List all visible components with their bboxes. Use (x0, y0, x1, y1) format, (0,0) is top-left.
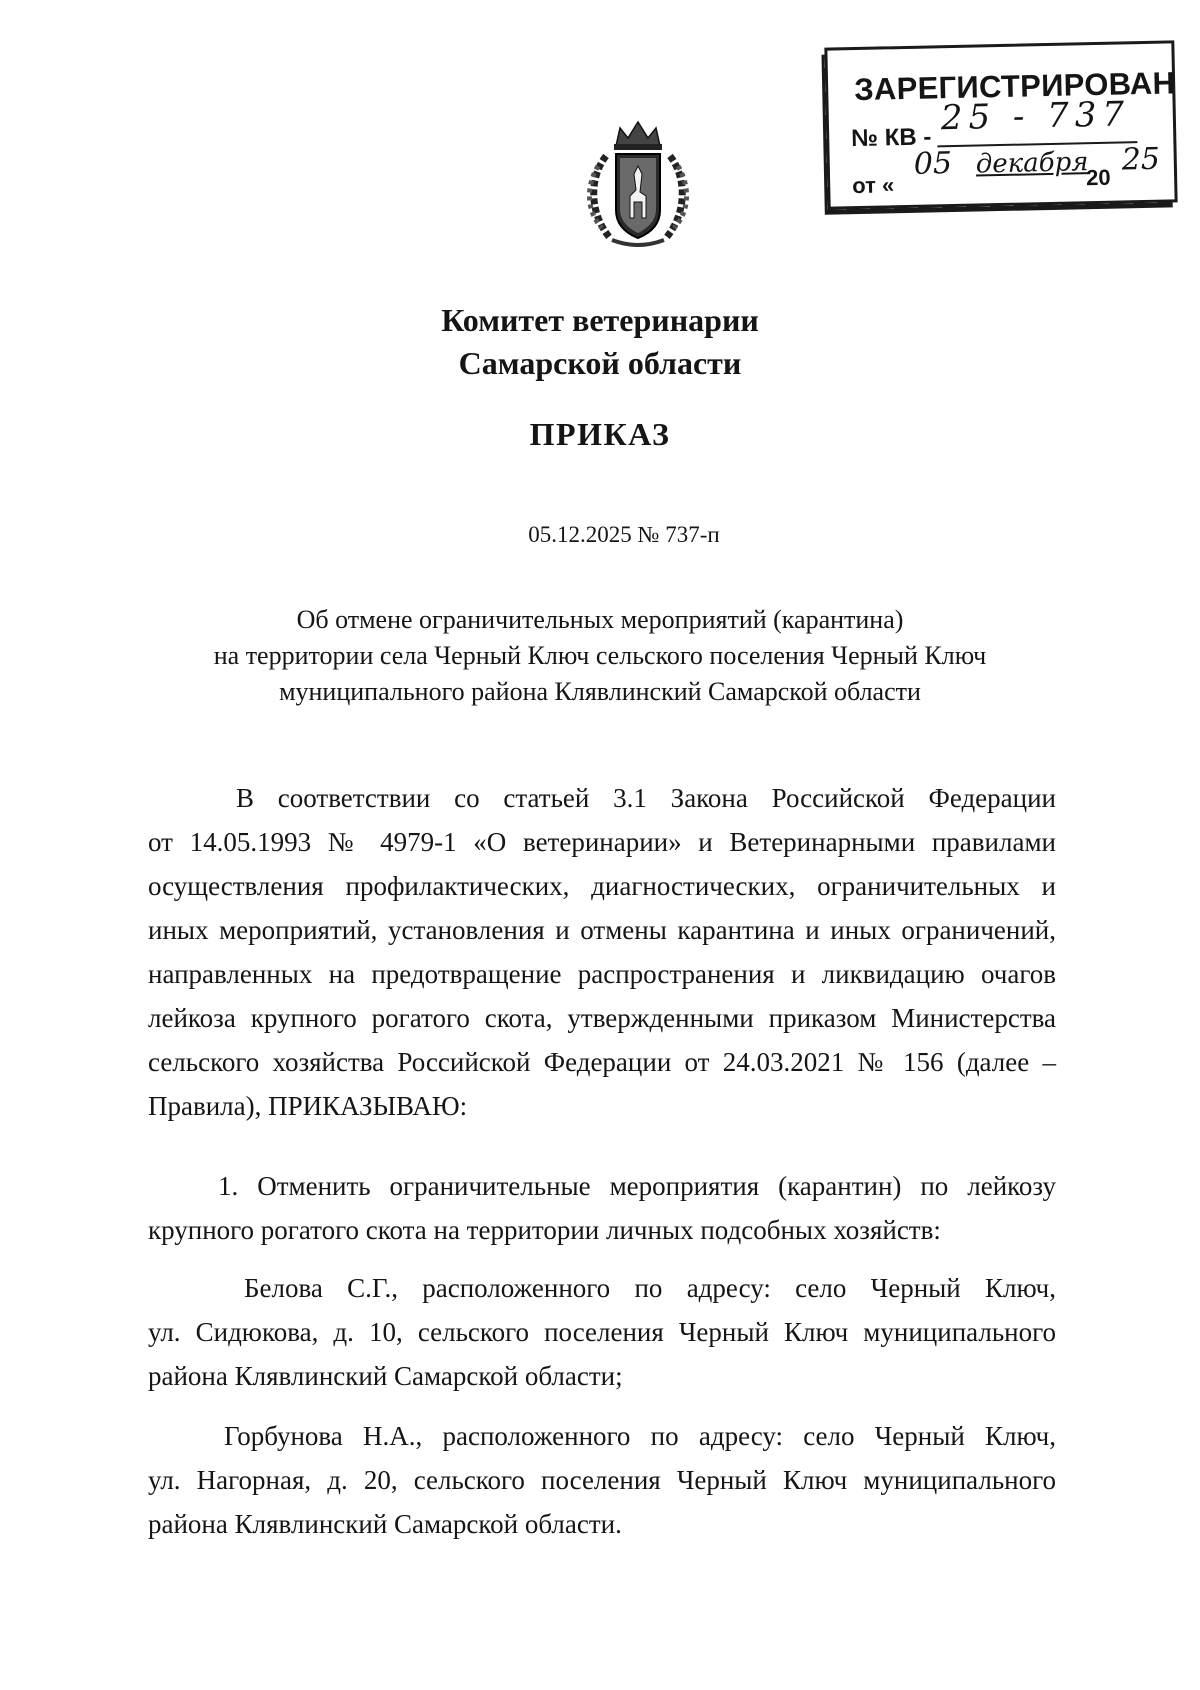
paragraph-line: Белова С.Г., расположенного по адресу: село Черный Ключ, (244, 1273, 1056, 1303)
paragraph-line: крупного рогатого скота на территории личных подсобных хозяйств: (148, 1215, 941, 1245)
subject-line: муниципального района Клявлинский Самарской области (279, 677, 921, 706)
paragraph-line: В соответствии со статьей 3.1 Закона Российской Федерации (236, 783, 1056, 813)
paragraph-line: лейкоза крупного рогатого скота, утвержденными приказом Министерства (148, 1003, 1056, 1033)
stamp-date-day: 05 (913, 146, 953, 182)
subject-line: на территории села Черный Ключ сельского поселения Черный Ключ (213, 641, 987, 670)
paragraph-line: осуществления профилактических, диагностических, ограничительных и (148, 871, 1056, 901)
subject-line: Об отмене ограничительных мероприятий (карантина) (296, 605, 904, 634)
stamp-date-prefix: от « (851, 172, 895, 199)
stamp-number-underline (937, 141, 1137, 147)
farm-entry-gorbunov (148, 1414, 1056, 1546)
stamp-date-year-handwritten: 25 (1121, 141, 1161, 178)
paragraph-line: ул. Нагорная, д. 20, сельского поселения Черный Ключ муниципального (148, 1465, 1056, 1495)
paragraph-line: района Клявлинский Самарской области; (148, 1361, 623, 1391)
paragraph-line: направленных на предотвращение распространения и ликвидацию очагов (148, 959, 1056, 989)
paragraph-line: района Клявлинский Самарской области. (148, 1509, 622, 1539)
organization-name-line-2: Самарской области (458, 345, 742, 381)
stamp-title: ЗАРЕГИСТРИРОВАН (853, 65, 1176, 108)
document-type-title: ПРИКАЗ (529, 416, 671, 452)
paragraph-line: Горбунова Н.А., расположенного по адресу: село Черный Ключ, (224, 1421, 1056, 1451)
paragraph-line: 1. Отменить ограничительные мероприятия (карантин) по лейкозу (218, 1171, 1056, 1201)
paragraph-line: ул. Сидюкова, д. 10, сельского поселения Черный Ключ муниципального (148, 1317, 1056, 1347)
farm-entry-belov (148, 1266, 1056, 1398)
order-item-1 (148, 1164, 1056, 1252)
organization-name-line-1: Комитет ветеринарии (441, 302, 759, 338)
registration-stamp (824, 40, 1177, 209)
preamble-paragraph (148, 776, 1056, 1128)
stamp-date-month: декабря (975, 147, 1089, 180)
paragraph-line: сельского хозяйства Российской Федерации от 24.03.2021 № 156 (далее – (148, 1047, 1056, 1077)
paragraph-line: Правила), ПРИКАЗЫВАЮ: (148, 1091, 468, 1121)
document-subject (120, 602, 1080, 710)
stamp-number-handwritten: 25 - 737 (940, 94, 1131, 139)
stamp-date-year-prefix: 20 (1085, 164, 1111, 191)
document-date-number: 05.12.2025 № 737-п (528, 522, 720, 547)
paragraph-line: от 14.05.1993 № 4979-1 «О ветеринарии» и Ветеринарными правилами (148, 827, 1056, 857)
paragraph-line: иных мероприятий, установления и отмены карантина и иных ограничений, (148, 915, 1056, 945)
stamp-number-label: № КВ - (850, 123, 932, 153)
samara-coat-of-arms-emblem (576, 116, 700, 256)
